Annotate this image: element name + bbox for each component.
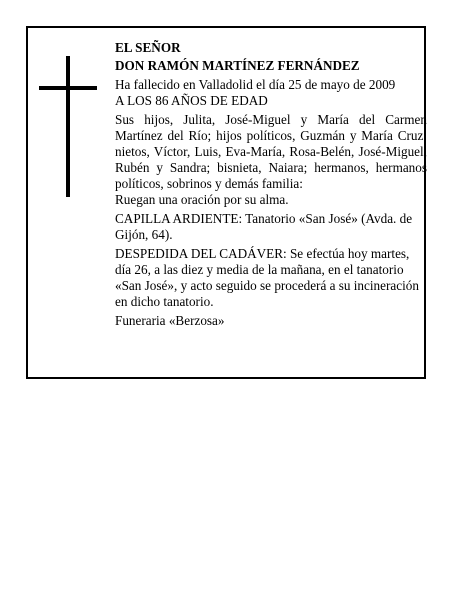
funeral-home: Funeraria «Berzosa» bbox=[115, 313, 225, 328]
family-paragraph: Sus hijos, Julita, José-Miguel y María del Carmen Martínez del Río; hijos políticos, Guzmán y María Cruz; nietos, Víctor, Luis, Eva-María, Rosa-Belén, José-Miguel, Rubén y Sandra; bisnieta, Naiara; hermanos, hermanos políticos, sobrinos y demás familia: bbox=[115, 112, 427, 191]
chapel-paragraph: CAPILLA ARDIENTE: Tanatorio «San José» (Avda. de Gijón, 64). bbox=[115, 211, 413, 242]
cross-vertical-bar bbox=[66, 56, 70, 197]
prayer-line: Ruegan una oración por su alma. bbox=[115, 192, 289, 207]
title-line-2: DON RAMÓN MARTÍNEZ FERNÁNDEZ bbox=[115, 58, 360, 73]
cross-horizontal-bar bbox=[39, 86, 97, 90]
farewell-paragraph: DESPEDIDA DEL CADÁVER: Se efectúa hoy martes, día 26, a las diez y media de la mañana, en el tanatorio «San José», y acto seguido se procederá a su incineración en dicho tanatorio. bbox=[115, 246, 419, 309]
obituary-notice bbox=[26, 26, 426, 379]
age-statement: A LOS 86 AÑOS DE EDAD bbox=[115, 93, 268, 108]
title-line-1: EL SEÑOR bbox=[115, 40, 181, 55]
notice-text bbox=[115, 40, 427, 332]
death-statement: Ha fallecido en Valladolid el día 25 de mayo de 2009 bbox=[115, 77, 396, 92]
